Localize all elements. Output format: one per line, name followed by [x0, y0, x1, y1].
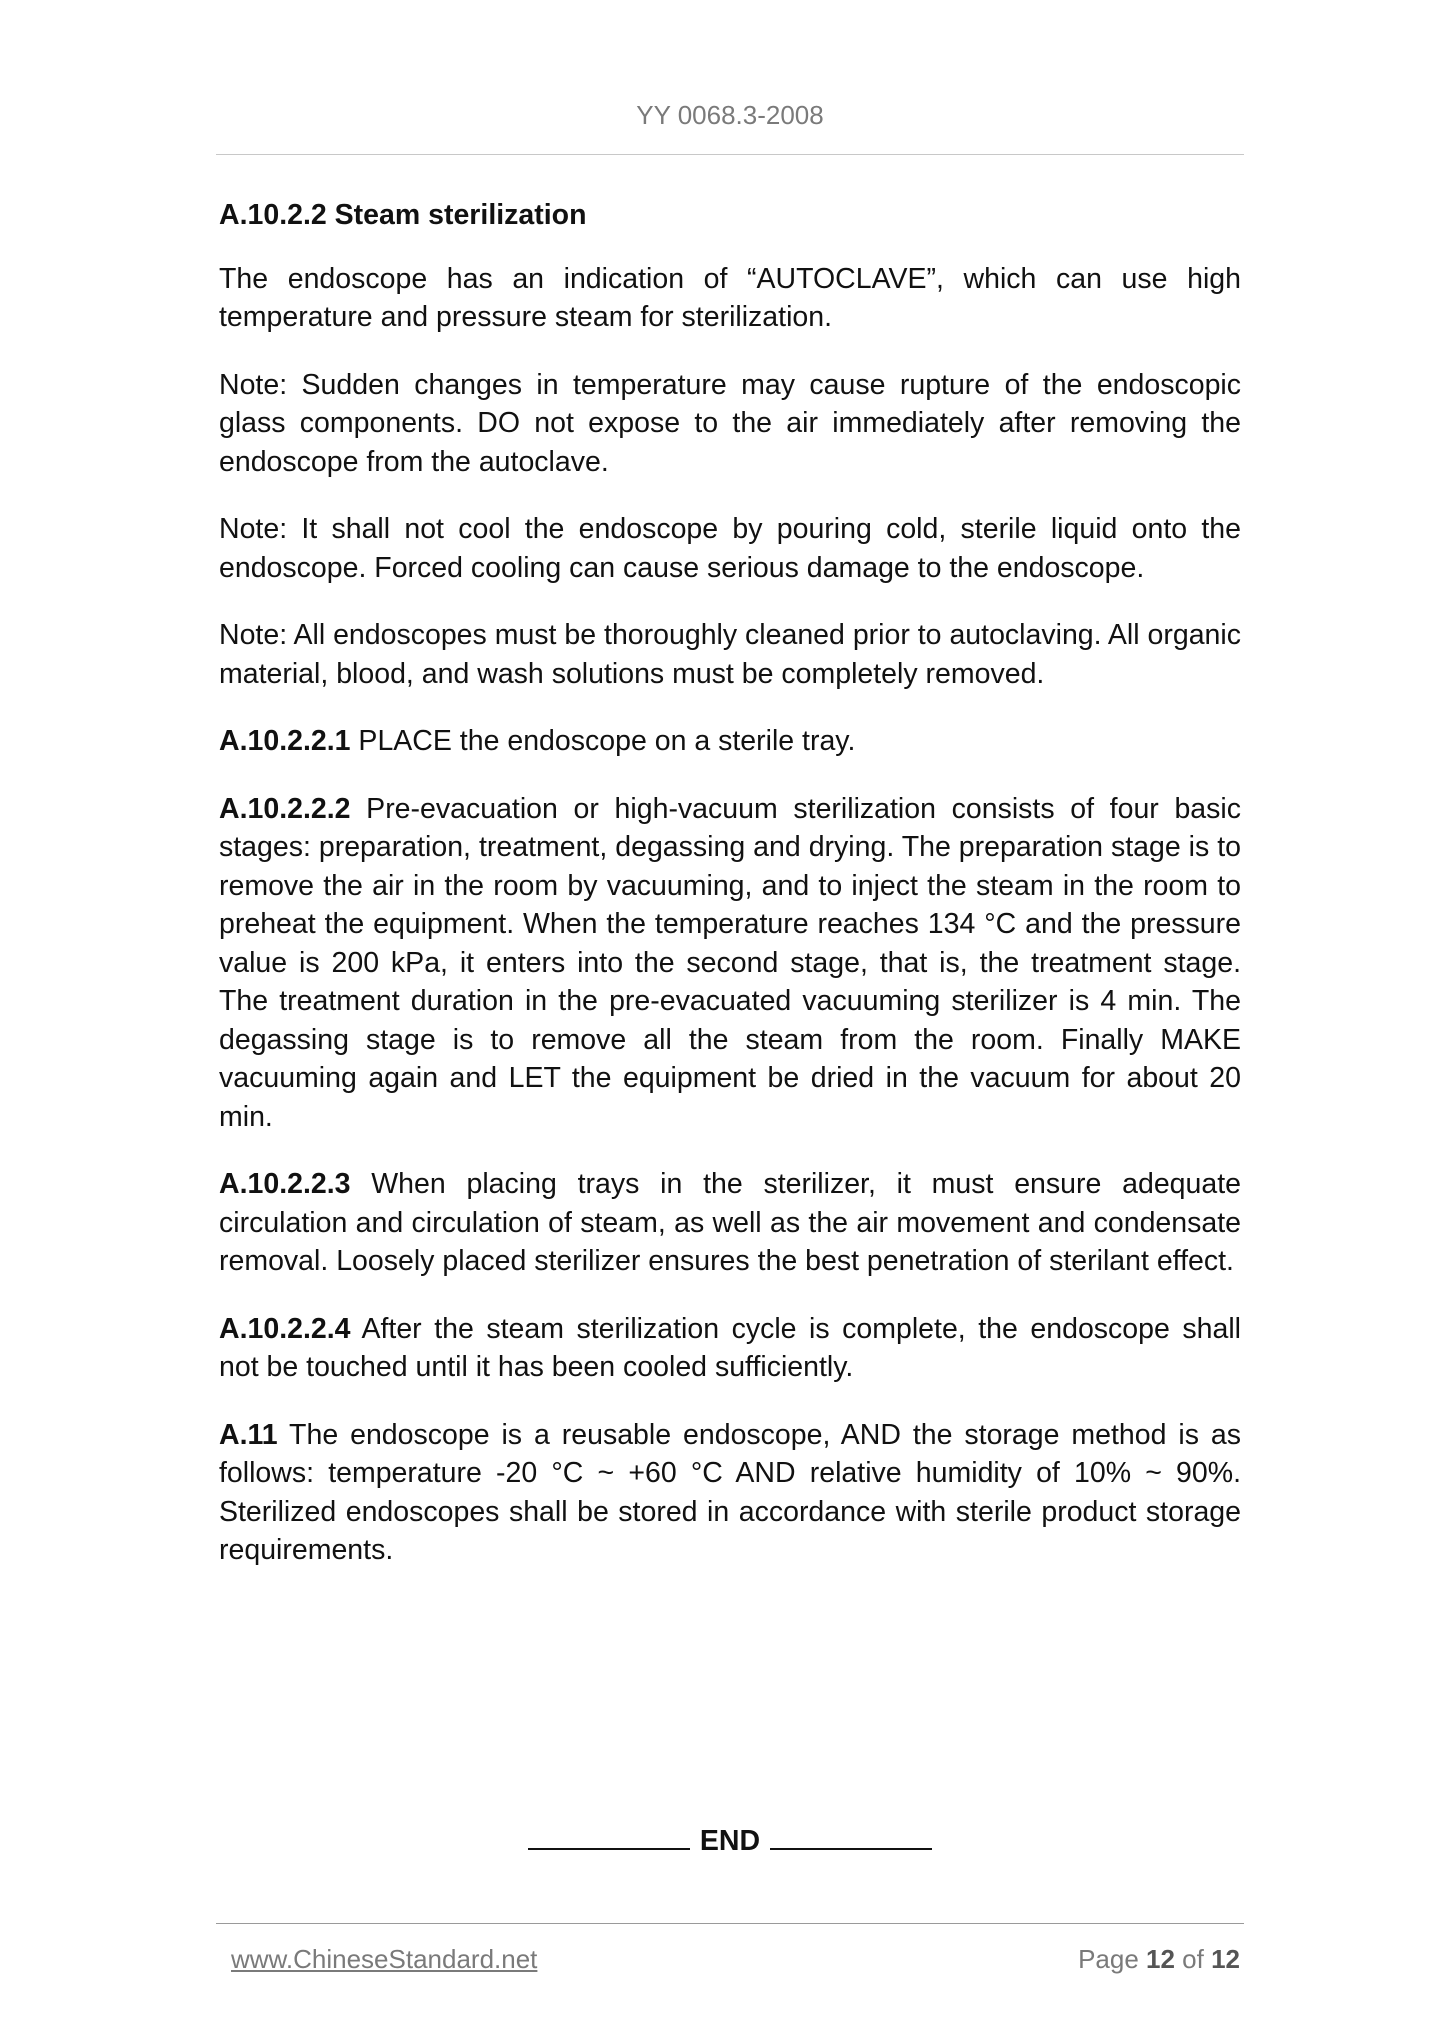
document-body [219, 196, 1241, 1599]
section-title: A.10.2.2 Steam sterilization [219, 199, 587, 231]
clause-text: Pre-evacuation or high-vacuum sterilization consists of four basic stages: preparation, treatment, degassing and drying. The preparation stage is to remove the air in the room by vacuuming, and to inject the steam in the room to preheat the equipment. When the temperature reaches 134 °C and the pressure value is 200 kPa, it enters into the second stage, that is, the treatment stage. The treatment duration in the pre-evacuated vacuuming sterilizer is 4 min. The degassing stage is to remove all the steam from the room. Finally MAKE vacuuming again and LET the equipment be dried in the vacuum for about 20 min. [219, 792, 1241, 1133]
end-marker [216, 1825, 1244, 1858]
note-paragraph: Note: It shall not cool the endoscope by pouring cold, sterile liquid onto the endoscope. Forced cooling can cause serious damage to the endoscope. [219, 513, 1241, 584]
clause-number: A.10.2.2.2 [219, 792, 351, 825]
clause-paragraph [219, 722, 1241, 761]
page-separator: of [1174, 1944, 1212, 1974]
note-paragraph: Note: Sudden changes in temperature may cause rupture of the endoscopic glass components. DO not expose to the air immediately after removing the endoscope from the autoclave. [219, 368, 1241, 478]
clause-text: The endoscope is a reusable endoscope, AND the storage method is as follows: temperature -20 °C ~ +60 °C AND relative humidity of 10% ~ 90%. Sterilized endoscopes shall be stored in accordance with sterile product storage requirements. [219, 1418, 1241, 1566]
clause-paragraph [219, 1416, 1241, 1570]
page-current: 12 [1146, 1944, 1175, 1974]
clause-number: A.10.2.2.4 [219, 1312, 351, 1345]
document-header: YY 0068.3-2008 [636, 100, 824, 130]
page-indicator [1078, 1944, 1240, 1975]
footer-divider [216, 1923, 1244, 1924]
header-divider [216, 154, 1244, 155]
clause-paragraph [219, 1310, 1241, 1387]
end-rule-right [770, 1826, 932, 1850]
clause-paragraph [219, 790, 1241, 1137]
note-paragraph: Note: All endoscopes must be thoroughly cleaned prior to autoclaving. All organic material, blood, and wash solutions must be completely removed. [219, 619, 1241, 690]
end-rule-left [528, 1826, 690, 1850]
clause-number: A.10.2.2.3 [219, 1168, 351, 1200]
clause-text: When placing trays in the sterilizer, it must ensure adequate circulation and circulation of steam, as well as the air movement and condensate removal. Loosely placed sterilizer ensures the best penetration of sterilant effect. [219, 1168, 1241, 1277]
clause-paragraph [219, 1165, 1241, 1281]
end-label: END [699, 1825, 761, 1857]
page-prefix: Page [1078, 1944, 1147, 1974]
section-intro: The endoscope has an indication of “AUTOCLAVE”, which can use high temperature and pressure steam for sterilization. [219, 262, 1241, 333]
clause-text: PLACE the endoscope on a sterile tray. [350, 725, 856, 757]
website-link[interactable]: www.ChineseStandard.net [231, 1944, 538, 1974]
clause-text: After the steam sterilization cycle is complete, the endoscope shall not be touched until it has been cooled sufficiently. [219, 1312, 1241, 1383]
page-total: 12 [1211, 1944, 1240, 1974]
clause-number: A.11 [219, 1418, 278, 1451]
clause-number: A.10.2.2.1 [219, 725, 351, 757]
